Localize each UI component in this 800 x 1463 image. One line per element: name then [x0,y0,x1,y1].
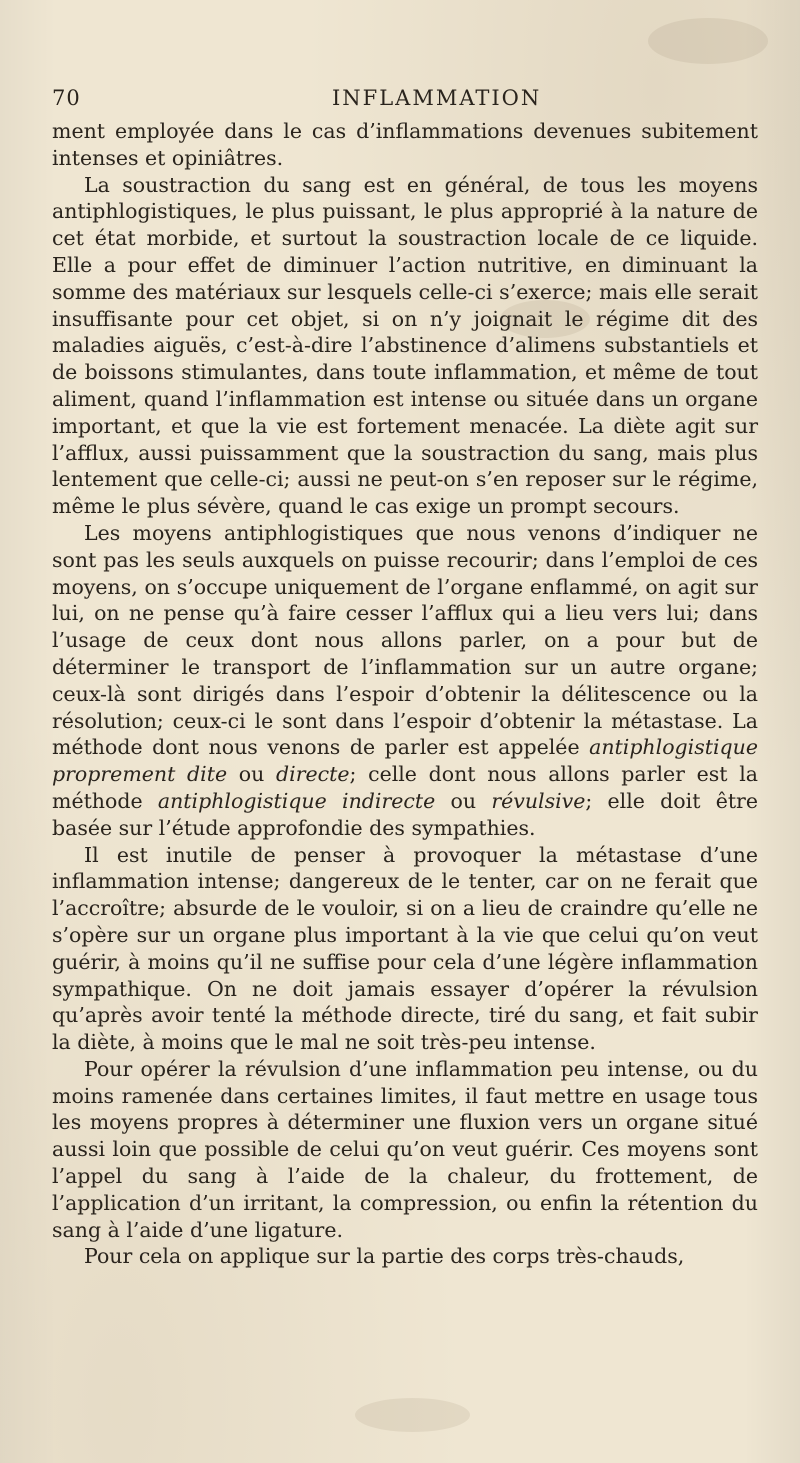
paragraph-text: ; elle doit être basée sur l’étude approfondie des sympathies. [52,788,758,840]
paragraph-metastasis: Il est inutile de penser à provoquer la métastase d’une inflammation intense; dangereux de le tenter, car on ne ferait que l’accroître; absurde de le vouloir, si on a lieu de craindre qu’elle ne s’opère sur un organe plus important à la vie que celui qu’on veut guérir, à moins qu’il ne suffise pour cela d’une légère inflammation sympathique. On ne doit jamais essayer d’opérer la révulsion qu’après avoir tenté la méthode directe, tiré du sang, et fait subir la diète, à moins que le mal ne soit très-peu intense. [52,842,758,1055]
page-header [52,86,758,118]
italic-term: révulsive [491,788,586,813]
italic-term: antiphlogistique proprement dite [52,735,758,787]
paragraph-revulsion-means: Pour opérer la révulsion d’une inflammation peu intense, ou du moins ramenée dans certaines limites, il faut mettre en usage tous les moyens propres à déterminer une fluxion vers un organe situé aussi loin que possible de celui qu’on veut guérir. Ces moyens sont l’appel du sang à l’aide de la chaleur, du frottement, de l’application d’un irritant, la compression, ou enfin la rétention du sang à l’aide d’une ligature. [52,1056,758,1242]
italic-term: antiphlogistique indirecte [157,788,436,813]
body-text [52,118,758,1270]
paper-stain [648,18,768,64]
paper-stain [355,1398,470,1432]
paragraph-bloodletting: La soustraction du sang est en général, de tous les moyens antiphlogistiques, le plus puissant, le plus approprié à la nature de cet état morbide, et surtout la soustraction locale de ce liquide. Elle a pour effet de diminuer l’action nutritive, en diminuant la somme des matériaux sur lesquels celle-ci s’exerce; mais elle serait insuffisante pour cet objet, si on n’y joignait le régime dit des maladies aiguës, c’est-à-dire l’abstinence d’alimens substantiels et de boissons stimulantes, dans toute inflammation, et même de tout aliment, quand l’inflammation est intense ou située dans un organe important, et que la vie est fortement menacée. La diète agit sur l’afflux, aussi puissamment que la soustraction du sang, mais plus lentement que celle-ci; aussi ne peut-on s’en reposer sur le régime, même le plus sévère, quand le cas exige un prompt secours. [52,172,758,519]
italic-term: directe [276,762,350,787]
paragraph-continuation: ment employée dans le cas d’inflammations devenues subitement intenses et opiniâtres. [52,119,758,170]
running-title: INFLAMMATION [332,86,542,110]
page-number: 70 [52,86,81,110]
paragraph-text: Les moyens antiphlogistiques que nous venons d’indiquer ne sont pas les seuls auxquels on puisse recourir; dans l’emploi de ces moyens, on s’occupe uniquement de l’organe enflammé, on agit sur lui, on ne pense qu’à faire cesser l’afflux qui a lieu vers lui; dans l’usage de ceux dont nous allons parler, on a pour but de déterminer le transport de l’inflammation sur un autre organe; ceux-là sont dirigés dans l’espoir d’obtenir la délitescence ou la résolution; ceux-ci le sont dans l’espoir d’obtenir la métastase. La méthode dont nous venons de parler est appelée [52,520,758,760]
paragraph-text: ou [227,762,277,787]
paragraph-final-line: Pour cela on applique sur la partie des corps très-chauds, [84,1244,685,1269]
paragraph-text: ; celle dont nous allons parler est la méthode [52,762,758,813]
paragraph-text: ou [435,788,492,813]
paragraph-revulsive-method [52,520,758,842]
